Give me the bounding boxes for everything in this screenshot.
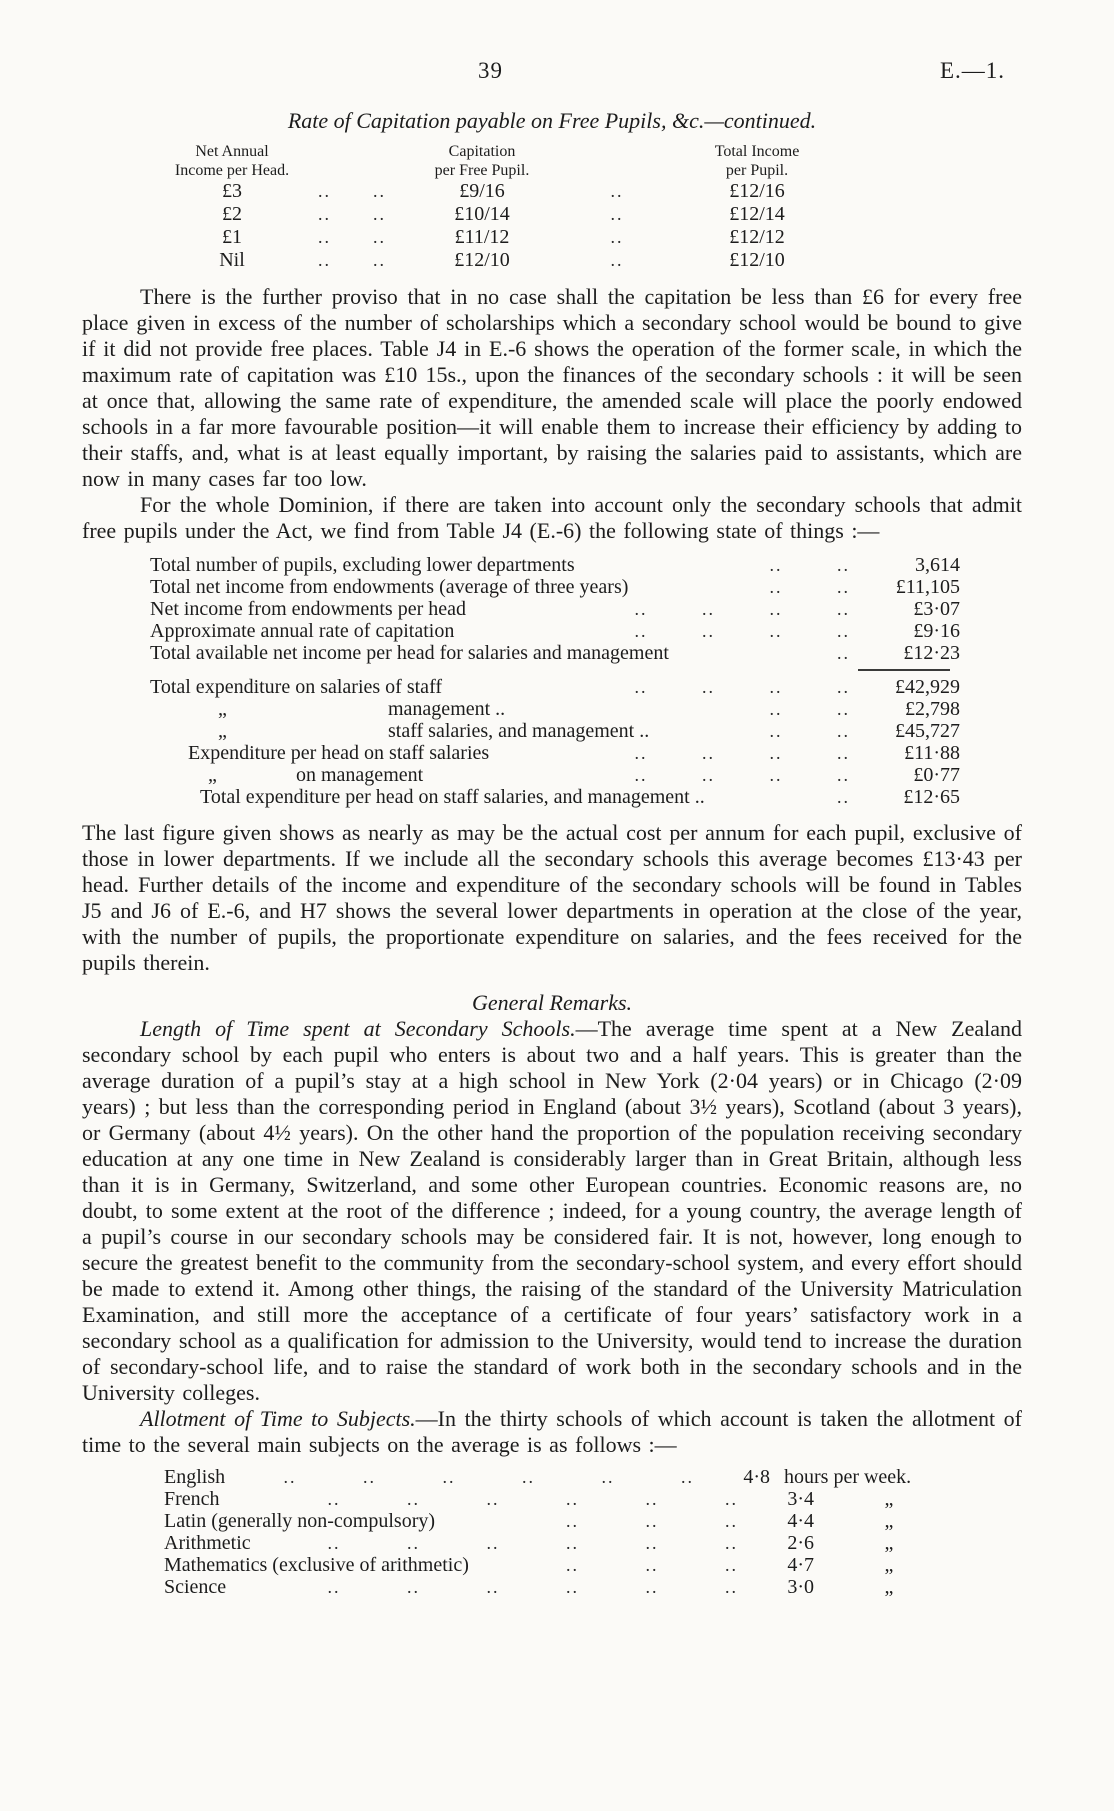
subject-name: English (164, 1466, 226, 1488)
ditto-mark: „ (218, 698, 227, 720)
dot-leader: .. (373, 250, 386, 270)
capitation-cell: £9/16 (459, 180, 505, 202)
stats-label: Expenditure per head on staff salaries (188, 742, 490, 764)
subject-hours: 4·4 (787, 1510, 814, 1532)
stats-row (150, 676, 960, 698)
subject-name: Arithmetic (164, 1532, 251, 1554)
table-row (167, 226, 837, 249)
income-cell: £2 (222, 203, 242, 225)
stats-row (150, 576, 960, 598)
ditto-mark: „ (884, 1554, 894, 1576)
dot-leader: .. (373, 204, 386, 224)
subject-hours: 4·7 (787, 1554, 814, 1576)
dot-leader: .. .. .. .. .. .. (283, 1467, 694, 1487)
stats-label: on management (296, 764, 424, 786)
income-cell: Nil (219, 249, 245, 271)
stats-label: Total net income from endowments (average of three years) (150, 576, 629, 598)
subject-row (164, 1576, 964, 1598)
stats-value: 3,614 (915, 554, 960, 576)
stats-label: Total number of pupils, excluding lower departments (150, 554, 575, 576)
income-cell: £3 (222, 180, 242, 202)
column-header-net-annual-income (167, 142, 297, 180)
stats-label: Total expenditure per head on staff salaries, and management .. (200, 786, 705, 808)
total-income-cell: £12/14 (729, 203, 785, 225)
stats-value: £11·88 (904, 742, 960, 764)
capitation-table (167, 142, 837, 272)
dot-leader: .. .. .. (566, 1511, 738, 1531)
header-line: per Pupil. (725, 162, 789, 179)
subject-hours: 3·0 (787, 1576, 814, 1598)
dot-leader: .. .. (769, 699, 850, 719)
dot-leader: .. .. .. .. .. .. (327, 1533, 738, 1553)
dot-leader: .. .. .. .. (634, 743, 850, 763)
dot-leader: .. (373, 227, 386, 247)
dot-leader: .. .. .. .. (634, 765, 850, 785)
general-remarks-heading: General Remarks. (471, 990, 633, 1015)
dot-leader: .. (837, 643, 850, 663)
dot-leader: .. (610, 204, 624, 224)
capitation-cell: £10/14 (454, 203, 510, 225)
column-header-total-income (677, 142, 837, 180)
stats-value: £12·23 (903, 642, 960, 664)
stats-label: management .. (388, 698, 506, 720)
paragraph-body: —In the thirty schools of which account is taken the allotment of time to the several main subjects on the average is as follows :— (82, 1406, 1022, 1457)
ditto-mark: „ (884, 1488, 894, 1510)
paragraph-lead: Allotment of Time to Subjects. (140, 1406, 416, 1431)
paragraph-allotment (82, 1406, 1022, 1458)
subject-name: French (164, 1488, 220, 1510)
dot-leader: .. (837, 787, 850, 807)
subject-row (164, 1466, 964, 1488)
ditto-mark: „ (884, 1576, 894, 1598)
stats-label: Total expenditure on salaries of staff (150, 676, 443, 698)
subject-row (164, 1554, 964, 1576)
capitation-cell: £11/12 (454, 226, 510, 248)
dot-leader: .. (373, 181, 386, 201)
dot-leader: .. (318, 204, 331, 224)
dot-leader: .. .. (769, 577, 850, 597)
ditto-mark: „ (884, 1510, 894, 1532)
stats-label: Approximate annual rate of capitation (150, 620, 455, 642)
paragraph-length-of-time (82, 1016, 1022, 1406)
subject-name: Latin (generally non-compulsory) (164, 1510, 436, 1532)
dot-leader: .. .. .. .. .. .. (327, 1577, 738, 1597)
table-row (167, 203, 837, 226)
paragraph-proviso: There is the further proviso that in no case shall the capitation be less than £6 for every free place given in excess of the number of scholarships which a secondary school would be bound to give if it did not provide free places. Table J4 in E.-6 shows the operation of the former scale, in which the maximum rate of capitation was £10 15s., upon the finances of the secondary schools : it will be seen at once that, allowing the same rate of expenditure, the amended scale will place the poorly endowed schools in a far more favourable position—it will enable them to increase their efficiency by adding to their staffs, and, what is at least equally important, by raising the salaries paid to assistants, which are now in many cases far too low. (82, 284, 1022, 491)
capitation-cell: £12/10 (454, 249, 510, 271)
stats-value: £12·65 (903, 786, 960, 808)
header-line: Net Annual (195, 143, 269, 160)
subjects-hours-list (164, 1466, 964, 1598)
stats-value: £2,798 (905, 698, 960, 720)
subject-name: Mathematics (exclusive of arithmetic) (164, 1554, 469, 1576)
capitation-table-header (167, 142, 837, 180)
text-column (82, 108, 1022, 1598)
sum-rule (858, 669, 950, 671)
document-reference: E.—1. (940, 58, 1006, 83)
stats-value: £42,929 (895, 676, 960, 698)
stats-row (150, 554, 960, 576)
stats-row (150, 786, 960, 808)
stats-row (150, 598, 960, 620)
total-income-cell: £12/16 (729, 180, 785, 202)
capitation-table-title: Rate of Capitation payable on Free Pupils, &c.—continued. (287, 108, 817, 133)
page-header (0, 0, 1114, 90)
stats-label: Net income from endowments per head (150, 598, 467, 620)
dot-leader: .. .. .. .. (634, 621, 850, 641)
header-line: Capitation (448, 143, 516, 160)
subject-row (164, 1510, 964, 1532)
dot-leader: .. .. .. .. (634, 599, 850, 619)
total-income-cell: £12/12 (729, 226, 785, 248)
table-row (167, 249, 837, 272)
subject-unit: hours per week. (784, 1466, 912, 1488)
column-header-capitation (407, 142, 557, 180)
income-cell: £1 (222, 226, 242, 248)
dot-leader: .. (610, 250, 624, 270)
stats-label: Total available net income per head for salaries and management (150, 642, 669, 664)
stats-value: £11,105 (895, 576, 960, 598)
header-line: Income per Head. (174, 162, 290, 179)
subject-hours: 4·8 (743, 1466, 770, 1488)
paragraph-dominion: For the whole Dominion, if there are taken into account only the secondary schools that admit free pupils under the Act, we find from Table J4 (E.-6) the following state of things :— (82, 492, 1022, 543)
stats-value: £45,727 (895, 720, 960, 742)
ditto-mark: „ (218, 720, 227, 742)
subject-row (164, 1532, 964, 1554)
subject-row (164, 1488, 964, 1510)
subject-hours: 3·4 (787, 1488, 814, 1510)
subject-hours: 2·6 (787, 1532, 814, 1554)
paragraph-last-figure: The last figure given shows as nearly as may be the actual cost per annum for each pupil, exclusive of those in lower departments. If we include all the secondary schools this average becomes £13·43 per head. Further details of the income and expenditure of the secondary schools will be found in Tables J5 and J6 of E.-6, and H7 shows the several lower departments in operation at the close of the year, with the number of pupils, the proportionate expenditure on salaries, and the fees received for the pupils therein. (82, 820, 1022, 975)
paragraph-lead: Length of Time spent at Secondary Schools. (140, 1016, 576, 1041)
dot-leader: .. .. .. .. .. .. (327, 1489, 738, 1509)
stats-row (150, 742, 960, 764)
dot-leader: .. (318, 250, 331, 270)
paragraph-body: —The average time spent at a New Zealand secondary school by each pupil who enters is about two and a half years. This is greater than the average duration of a pupil’s stay at a high school in New York (2·04 years) or in Chicago (2·09 years) ; but less than the corresponding period in England (about 3½ years), Scotland (about 3 years), or Germany (about 4½ years). On the other hand the proportion of the population receiving secondary education at any one time in New Zealand is considerably larger than in Great Britain, although less than it is in Germany, Switzerland, and some other European countries. Economic reasons are, no doubt, to some extent at the root of the difference ; indeed, for a young country, the average length of a pupil’s course in our secondary schools may be considered fair. It is not, however, long enough to secure the greatest benefit to the community from the secondary-school system, and every effort should be made to extend it. Among other things, the raising of the standard of the University Matriculation Examination, and still more the acceptance of a certificate of four years’ satisfactory work in a secondary school as a qualification for admission to the University, would tend to increase the duration of secondary-school life, and to raise the standard of work both in the secondary schools and in the University colleges. (82, 1016, 1023, 1405)
dot-leader: .. (610, 181, 624, 201)
total-income-cell: £12/10 (729, 249, 785, 271)
table-row (167, 180, 837, 203)
stats-row (150, 698, 960, 720)
stats-value: £9·16 (913, 620, 960, 642)
dot-leader: .. .. .. (566, 1555, 738, 1575)
stats-row (150, 642, 960, 664)
stats-label: staff salaries, and management .. (388, 720, 650, 742)
stats-row (150, 720, 960, 742)
stats-value: £3·07 (913, 598, 960, 620)
dot-leader: .. .. (769, 721, 850, 741)
dot-leader: .. (318, 181, 331, 201)
dot-leader: .. .. .. .. (634, 677, 850, 697)
stats-value: £0·77 (913, 764, 960, 786)
subject-name: Science (164, 1576, 227, 1598)
ditto-mark: „ (208, 764, 217, 786)
ditto-mark: „ (884, 1532, 894, 1554)
dot-leader: .. (610, 227, 624, 247)
stats-row (150, 620, 960, 642)
dot-leader: .. .. (769, 555, 850, 575)
dot-leader: .. (318, 227, 331, 247)
statistics-list-income (150, 554, 960, 808)
header-line: per Free Pupil. (434, 162, 530, 179)
header-line: Total Income (714, 143, 800, 160)
page-number: 39 (478, 58, 503, 83)
stats-row (150, 764, 960, 786)
